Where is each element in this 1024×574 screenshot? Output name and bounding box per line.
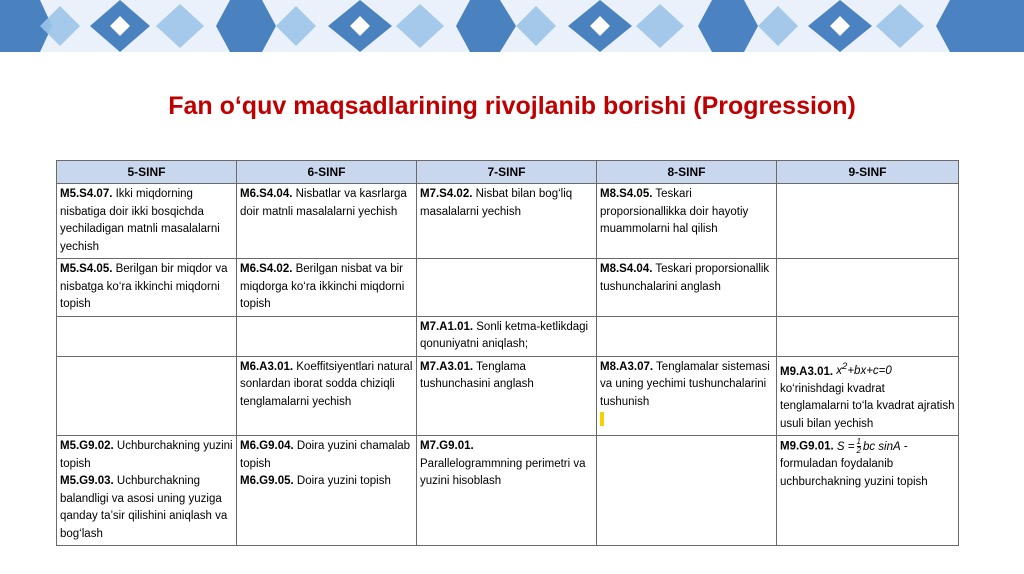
fraction <box>857 438 861 455</box>
objective-text: Uchburchakning yuzini topish <box>60 440 233 470</box>
cell-r3-c2-empty <box>237 316 417 356</box>
cell-r3-c4-empty <box>597 316 777 356</box>
objective-code: M7.A1.01. <box>420 320 474 333</box>
header-grade-7: 7-SINF <box>417 161 597 184</box>
cell-r2-c2 <box>237 259 417 317</box>
formula-quadratic <box>836 361 892 378</box>
objective-code: M7.A3.01. <box>420 360 474 373</box>
objective-code: M9.A3.01. <box>780 365 834 378</box>
table-header-row <box>57 161 959 184</box>
objective-text: Sonli ketma-ketlikdagi qonuniyatni aniqlash; <box>420 320 589 350</box>
objective-text: Tenglama tushunchasini anglash <box>420 360 534 390</box>
cell-r5-c2 <box>237 436 417 546</box>
cell-r4-c5 <box>777 356 959 436</box>
objective-code: M5.S4.07. <box>60 188 113 200</box>
ikat-pattern-graphic <box>0 0 1024 52</box>
objective-code: M7.G9.01. <box>420 440 474 453</box>
cell-r2-c5-empty <box>777 259 959 317</box>
objective-text: Teskari proporsionallik tushunchalarini anglash <box>600 263 770 293</box>
objective-text: ko‘rinishdagi kvadrat tenglamalarni to‘la kvadrat ajratish usuli bilan yechish <box>780 382 955 430</box>
cell-r2-c3-empty <box>417 259 597 317</box>
objective-code: M6.G9.05. <box>240 475 294 488</box>
objective-code: M8.S4.04. <box>600 263 653 275</box>
cell-r2-c4 <box>597 259 777 317</box>
header-grade-5: 5-SINF <box>57 161 237 184</box>
cell-r1-c3 <box>417 184 597 259</box>
objective-text: Teskari proporsionallikka doir hayotiy muammolarni hal qilish <box>600 188 749 235</box>
cell-r3-c1-empty <box>57 316 237 356</box>
cell-r5-c5 <box>777 436 959 546</box>
cell-r2-c1 <box>57 259 237 317</box>
formula-exponent: 2 <box>842 361 848 373</box>
cell-r1-c2 <box>237 184 417 259</box>
objective-code: M6.G9.04. <box>240 440 294 453</box>
objective-code: M8.S4.05. <box>600 188 653 200</box>
objective-text: Koeffitsiyentlari natural sonlardan iborat sodda chiziqli tenglamalarni yechish <box>240 360 413 408</box>
cell-r4-c2 <box>237 356 417 436</box>
objective-text: Berilgan bir miqdor va nisbatga ko‘ra ikkinchi miqdorni topish <box>60 263 228 310</box>
table-row <box>57 316 959 356</box>
formula-part: x <box>836 365 843 378</box>
cell-r5-c4-empty <box>597 436 777 546</box>
objective-code: M6.A3.01. <box>240 360 294 373</box>
cell-r1-c4 <box>597 184 777 259</box>
header-grade-6: 6-SINF <box>237 161 417 184</box>
progression-table <box>56 160 959 546</box>
cell-r4-c4 <box>597 356 777 436</box>
objective-text: Nisbat bilan bog‘liq masalalarni yechish <box>420 188 573 218</box>
objective-code: M8.A3.07. <box>600 360 654 373</box>
objective-code: M5.S4.05. <box>60 263 113 275</box>
objective-text: Doira yuzini chamalab topish <box>240 440 411 470</box>
table-row <box>57 184 959 259</box>
ikat-banner <box>0 0 1024 52</box>
cell-r4-c1-empty <box>57 356 237 436</box>
fraction-numerator: 1 <box>856 437 861 447</box>
objective-text: Parallelogrammning perimetri va yuzini hisoblash <box>420 457 586 488</box>
cell-r5-c3 <box>417 436 597 546</box>
objective-code: M7.S4.02. <box>420 188 473 200</box>
formula-part: +bx+c=0 <box>847 365 892 378</box>
cell-r4-c3 <box>417 356 597 436</box>
cell-r5-c1 <box>57 436 237 546</box>
slide-title: Fan o‘quv maqsadlarining rivojlanib borishi (Progression) <box>168 92 856 120</box>
objective-code: M6.S4.04. <box>240 188 293 200</box>
objective-text: Berilgan nisbat va bir miqdorga ko‘ra ikkinchi miqdorni topish <box>240 263 405 310</box>
objective-code: M9.G9.01. <box>780 440 834 453</box>
objective-text: Uchburchakning balandligi va asosi uning yuziga qanday ta’sir qilishini aniqlash va bog‘lash <box>60 475 228 540</box>
cell-r3-c3 <box>417 316 597 356</box>
objective-text: Ikki miqdorning nisbatiga doir ikki bosqichda yechiladigan matnli masalalarni yechish <box>60 188 220 253</box>
objective-text: - formuladan foydalanib uchburchakning yuzini topish <box>780 440 928 488</box>
objective-code: M6.S4.02. <box>240 263 293 275</box>
cell-r1-c5-empty <box>777 184 959 259</box>
highlight-marker <box>600 412 604 426</box>
formula-area <box>836 437 901 456</box>
objective-text: Doira yuzini topish <box>293 475 391 488</box>
formula-part: bc sinA <box>862 440 901 453</box>
table-row <box>57 356 959 436</box>
header-grade-9: 9-SINF <box>777 161 959 184</box>
cell-r3-c5-empty <box>777 316 959 356</box>
table-row <box>57 259 959 317</box>
cell-r1-c1 <box>57 184 237 259</box>
objective-code: M5.G9.02. <box>60 440 114 453</box>
objective-text: Nisbatlar va kasrlarga doir matnli masalalarni yechish <box>240 188 407 218</box>
table-row <box>57 436 959 546</box>
fraction-denominator: 2 <box>856 446 861 456</box>
objective-text: Tenglamalar sistemasi va uning yechimi tushunchalarini tushunish <box>600 360 770 408</box>
objective-code: M5.G9.03. <box>60 475 114 488</box>
header-grade-8: 8-SINF <box>597 161 777 184</box>
formula-part: S = <box>836 440 855 453</box>
